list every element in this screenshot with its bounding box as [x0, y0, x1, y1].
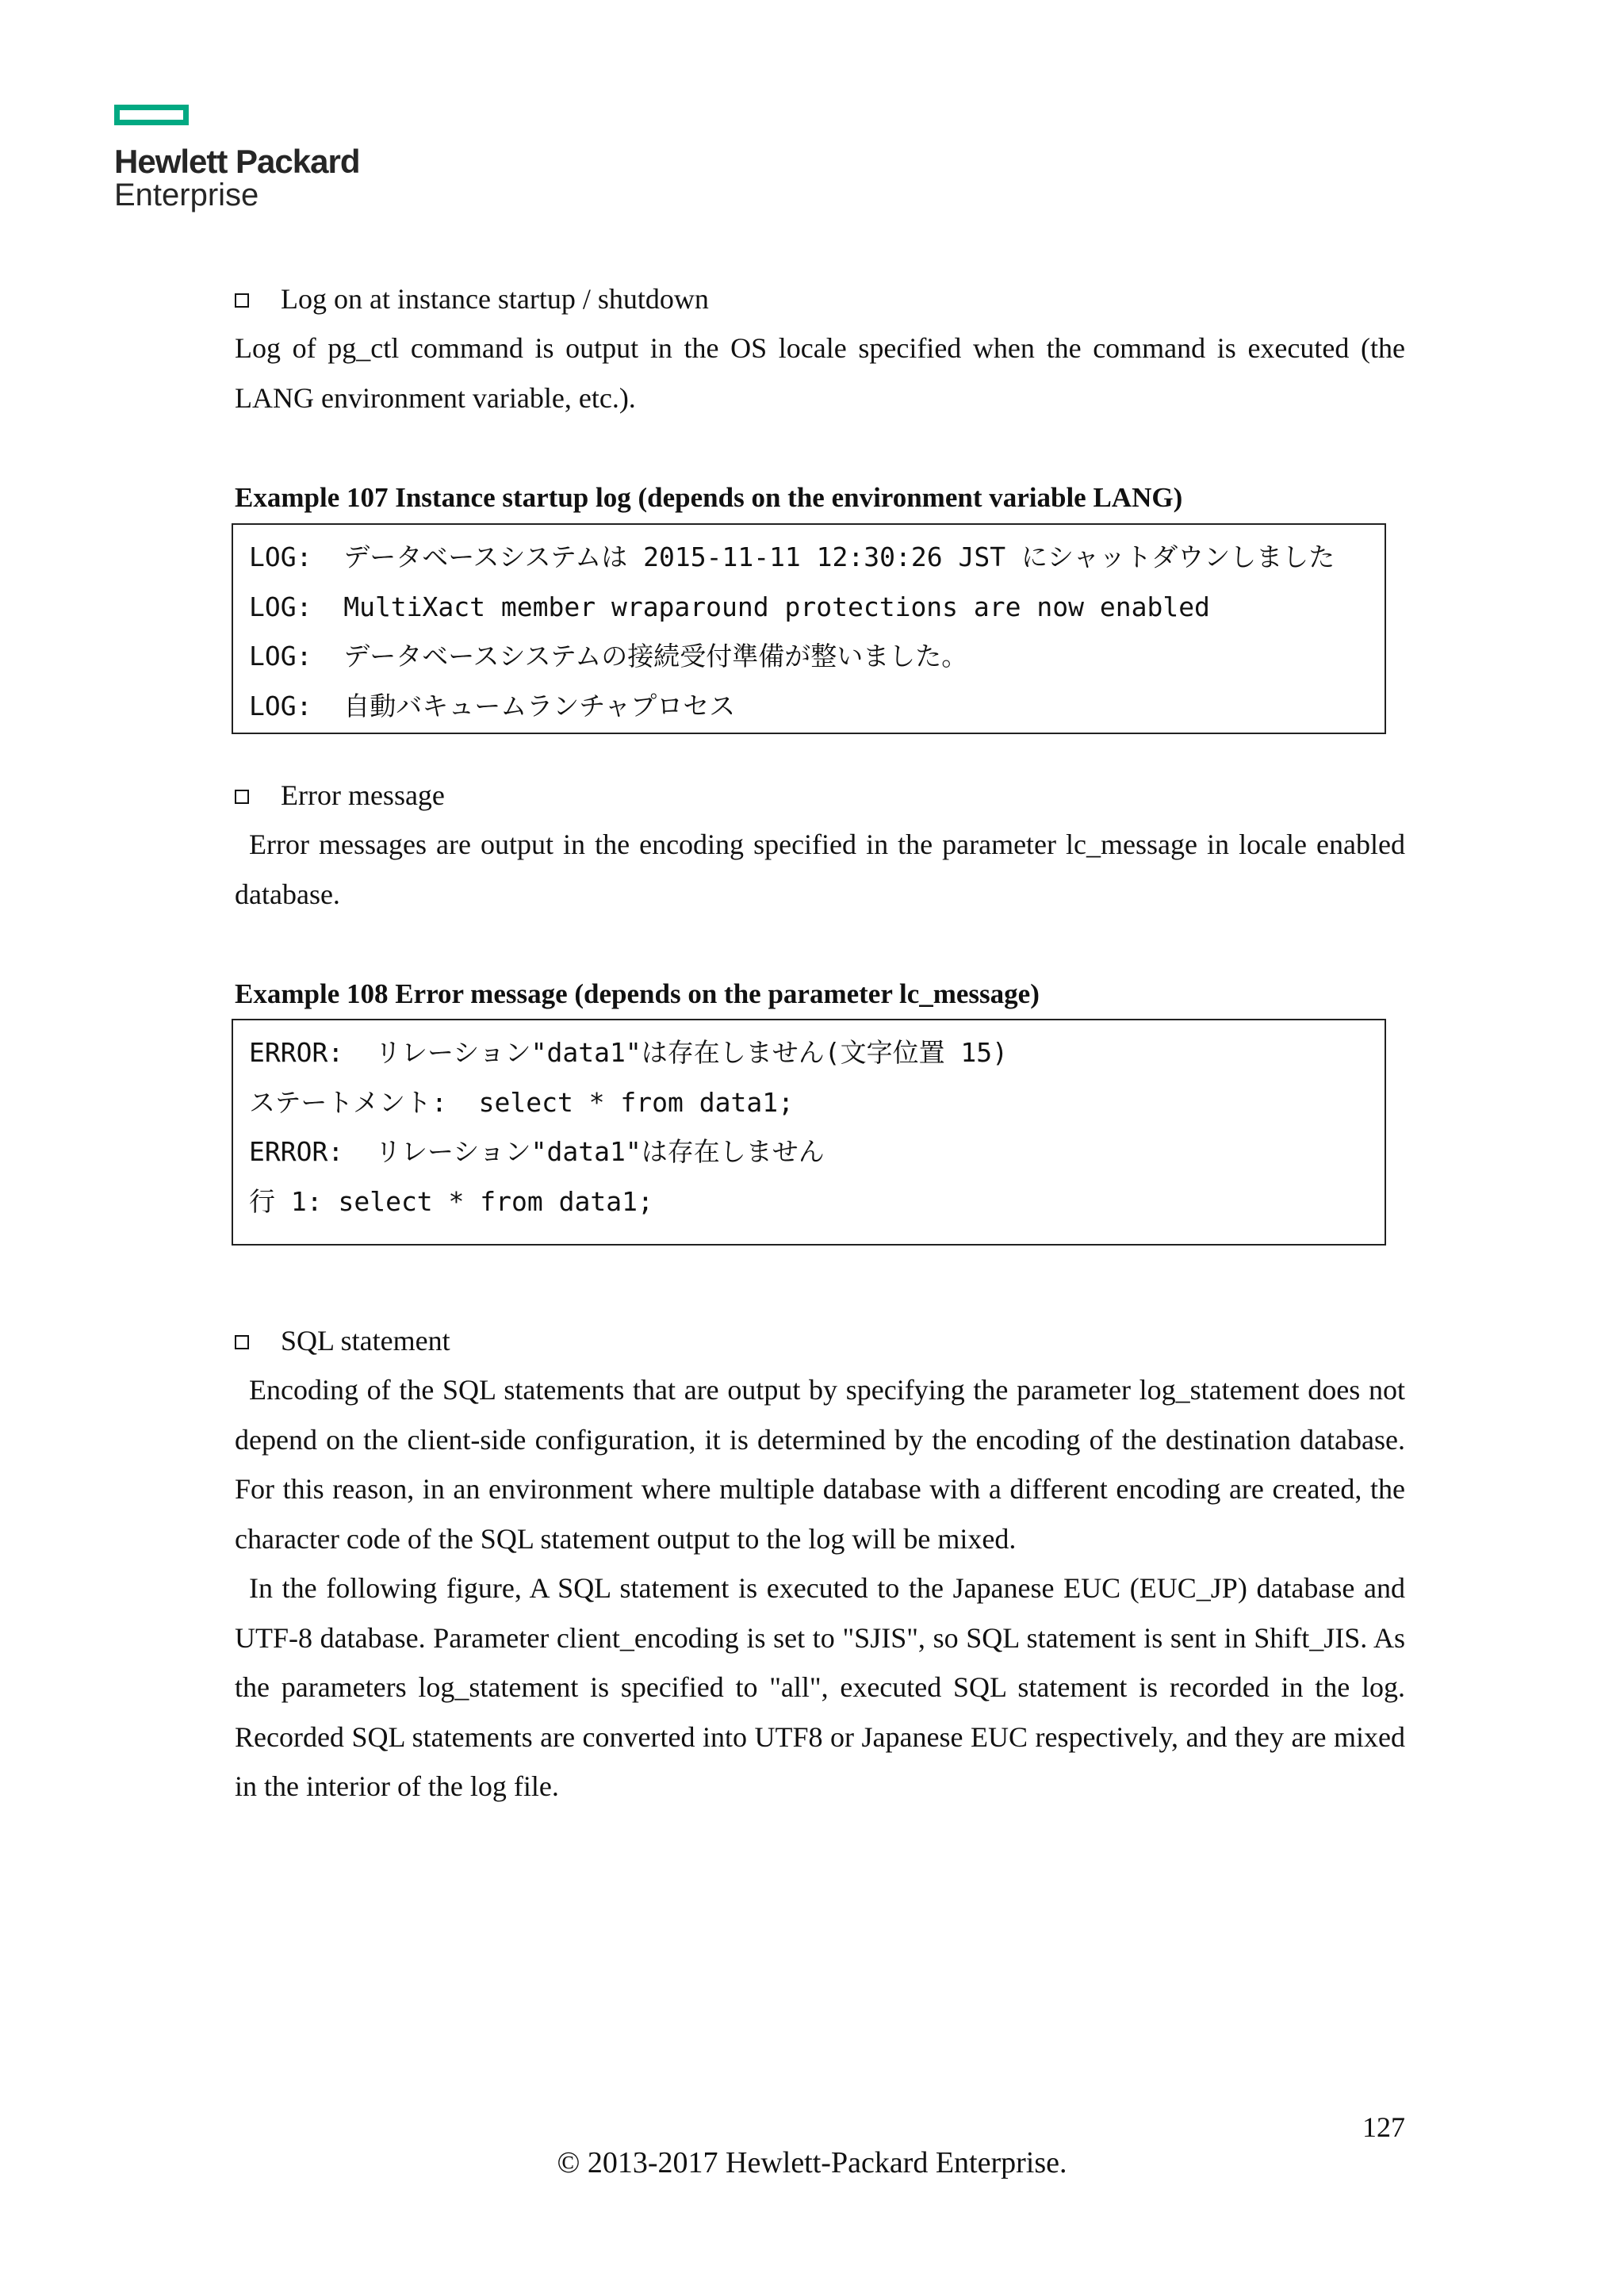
example-108-caption: Example 108 Error message (depends on the parameter lc_message) [235, 978, 1040, 1009]
code-line: ERROR: リレーション"data1"は存在しません(文字位置 15) [249, 1037, 1009, 1068]
bullet-heading-error [235, 771, 1405, 820]
paragraph-sql-2: In the following figure, A SQL statement is executed to the Japanese EUC (EUC_JP) database and UTF-8 database. Parameter client_encoding is set to "SJIS", so SQL statement is sent in Shift_JIS. As the parameters log_statement is specified to "all", executed SQL statement is recorded in the log. Recorded SQL statements are converted into UTF8 or Japanese EUC respectively, and they are mixed in the interior of the log file. [235, 1572, 1405, 1802]
code-line: LOG: データベースシステムは 2015-11-11 12:30:26 JST にシャットダウンしました [249, 541, 1335, 572]
checkbox-bullet-icon [235, 293, 249, 308]
code-line: ERROR: リレーション"data1"は存在しません [249, 1136, 825, 1167]
bullet-label: Log on at instance startup / shutdown [281, 283, 709, 315]
logo-text-line1: Hewlett Packard [114, 143, 360, 180]
checkbox-bullet-icon [235, 1335, 249, 1349]
bullet-label: Error message [281, 779, 445, 811]
example-107-code-box [232, 523, 1386, 734]
bullet-heading-sql [235, 1316, 1405, 1365]
section-log-startup [235, 274, 1405, 423]
bullet-label: SQL statement [281, 1325, 450, 1357]
example-108-code-box [232, 1019, 1386, 1246]
paragraph-error-message: Error messages are output in the encoding specified in the parameter lc_message in locale enabled database. [235, 828, 1405, 910]
code-line: 行 1: select * from data1; [249, 1185, 653, 1217]
section-sql-statement [235, 1316, 1405, 1812]
code-line: LOG: 自動バキュームランチャプロセス [249, 690, 736, 721]
bullet-heading-log [235, 274, 1405, 323]
checkbox-bullet-icon [235, 790, 249, 804]
page-number: 127 [1362, 2111, 1405, 2143]
code-line: LOG: MultiXact member wraparound protections are now enabled [249, 591, 1210, 622]
hpe-logo-mark [114, 105, 189, 125]
copyright-footer: © 2013-2017 Hewlett-Packard Enterprise. [557, 2146, 1067, 2179]
section-error-message [235, 771, 1405, 919]
paragraph-sql-1: Encoding of the SQL statements that are output by specifying the parameter log_statement does not depend on the client-side configuration, it is determined by the encoding of the destination database. For this reason, in an environment where multiple database with a different encoding are created, the character code of the SQL statement output to the log will be mixed. [235, 1374, 1405, 1555]
paragraph-log-startup: Log of pg_ctl command is output in the OS locale specified when the command is executed (the LANG environment variable, etc.). [235, 332, 1405, 414]
code-line: ステートメント: select * from data1; [249, 1086, 794, 1118]
example-107-caption: Example 107 Instance startup log (depends on the environment variable LANG) [235, 482, 1183, 513]
logo-text-line2: Enterprise [114, 178, 259, 212]
code-line: LOG: データベースシステムの接続受付準備が整いました。 [249, 641, 968, 672]
